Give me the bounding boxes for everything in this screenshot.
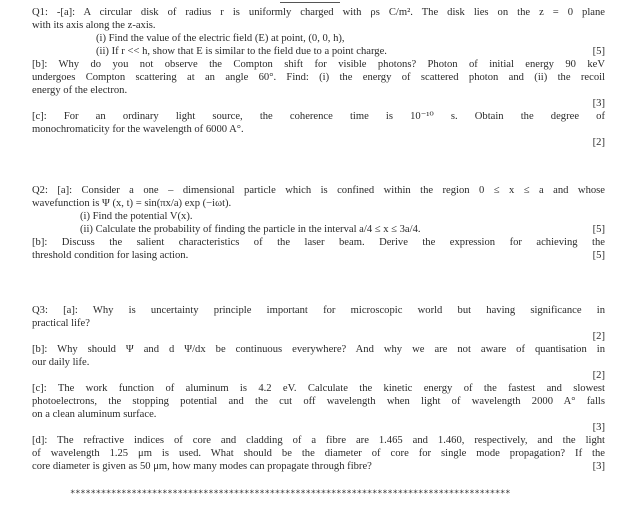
end-of-paper-stars: **************************************************************************************	[70, 489, 511, 499]
q3-part-b-marks-row	[32, 369, 605, 382]
q3-part-d-line3: core diameter is given as 50 μm, how many modes can propagate through fibre?	[32, 461, 372, 472]
q2-part-b-marks: [5]	[592, 250, 605, 261]
question-1	[32, 6, 605, 149]
q3-part-b-line2: our daily life.	[32, 357, 90, 368]
q1-part-c-marks-row	[32, 136, 605, 149]
q1-part-b-marks: [3]	[592, 98, 605, 109]
q1-part-b-marks-row	[32, 97, 605, 110]
q1-part-a-line1: Q1: -[a]: A circular disk of radius r is uniformly charged with ρs C/m². The disk lies on the z = 0 plane	[32, 7, 605, 18]
q2-part-a-marks: [5]	[592, 224, 605, 235]
q2-part-b-line1: [b]: Discuss the salient characteristics of the laser beam. Derive the expression for achieving the	[32, 237, 605, 248]
q3-part-c-line1: [c]: The work function of aluminum is 4.2 eV. Calculate the kinetic energy of the fastest and slowest	[32, 383, 605, 394]
q3-part-c-line2: photoelectrons, the stopping potential and the cut off wavelength when light of wavelength 2000 A° falls	[32, 396, 605, 407]
q1-part-b-line2: undergoes Compton scattering at an angle 60°. Find: (i) the energy of scattered photon and (ii) the recoil	[32, 72, 605, 83]
q1-part-a-ii-row	[32, 45, 605, 58]
question-2	[32, 184, 605, 262]
q3-part-a-marks: [2]	[592, 331, 605, 342]
q2-part-b-line2-row	[32, 249, 605, 262]
q2-part-a-line2: wavefunction is Ψ (x, t) = sin(πx/a) exp (−iωt).	[32, 198, 232, 209]
q3-part-a-marks-row	[32, 330, 605, 343]
q1-part-c-line1: [c]: For an ordinary light source, the coherence time is 10⁻¹⁰ s. Obtain the degree of	[32, 111, 605, 122]
q3-part-c-marks-row	[32, 421, 605, 434]
q1-part-a-marks: [5]	[592, 46, 605, 57]
q3-part-a-line1: Q3: [a]: Why is uncertainty principle important for microscopic world but having significance in	[32, 305, 605, 316]
q3-part-d-line2: of wavelength 1.25 μm is used. What should be the diameter of core for single mode propagation? If the	[32, 448, 605, 459]
q2-part-a-ii-row	[32, 223, 605, 236]
q3-part-c-marks: [3]	[592, 422, 605, 433]
q1-part-b-line1: [b]: Why do you not observe the Compton shift for visible photons? Photon of initial energy 90 keV	[32, 59, 605, 70]
q2-part-a-i: (i) Find the potential V(x).	[80, 211, 193, 222]
q1-part-b-line3: energy of the electron.	[32, 85, 128, 96]
question-3	[32, 304, 605, 473]
q1-part-a-i: (i) Find the value of the electric field (E) at point, (0, 0, h),	[96, 33, 345, 44]
q1-part-c-marks: [2]	[592, 137, 605, 148]
q3-part-d-line3-row	[32, 460, 605, 473]
q2-part-a-ii: (ii) Calculate the probability of finding the particle in the interval a/4 ≤ x ≤ 3a/4.	[80, 224, 421, 235]
q2-part-a-line1: Q2: [a]: Consider a one – dimensional particle which is confined within the region 0 ≤ x ≤ a and whose	[32, 185, 605, 196]
section-divider	[280, 0, 340, 3]
q2-part-b-line2: threshold condition for lasing action.	[32, 250, 189, 261]
q3-part-b-marks: [2]	[592, 370, 605, 381]
q1-part-a-ii: (ii) If r << h, show that E is similar to the field due to a point charge.	[96, 46, 387, 57]
q3-part-d-line1: [d]: The refractive indices of core and cladding of a fibre are 1.465 and 1.460, respectively, and the light	[32, 435, 605, 446]
q1-part-c-line2: monochromaticity for the wavelength of 6000 A°.	[32, 124, 244, 135]
q3-part-a-line2: practical life?	[32, 318, 90, 329]
q3-part-b-line1: [b]: Why should Ψ and d Ψ/dx be continuous everywhere? And why we are not aware of quantisation in	[32, 344, 605, 355]
q1-part-a-line2: with its axis along the z-axis.	[32, 20, 156, 31]
q3-part-c-line3: on a clean aluminum surface.	[32, 409, 157, 420]
q3-part-d-marks: [3]	[592, 461, 605, 472]
